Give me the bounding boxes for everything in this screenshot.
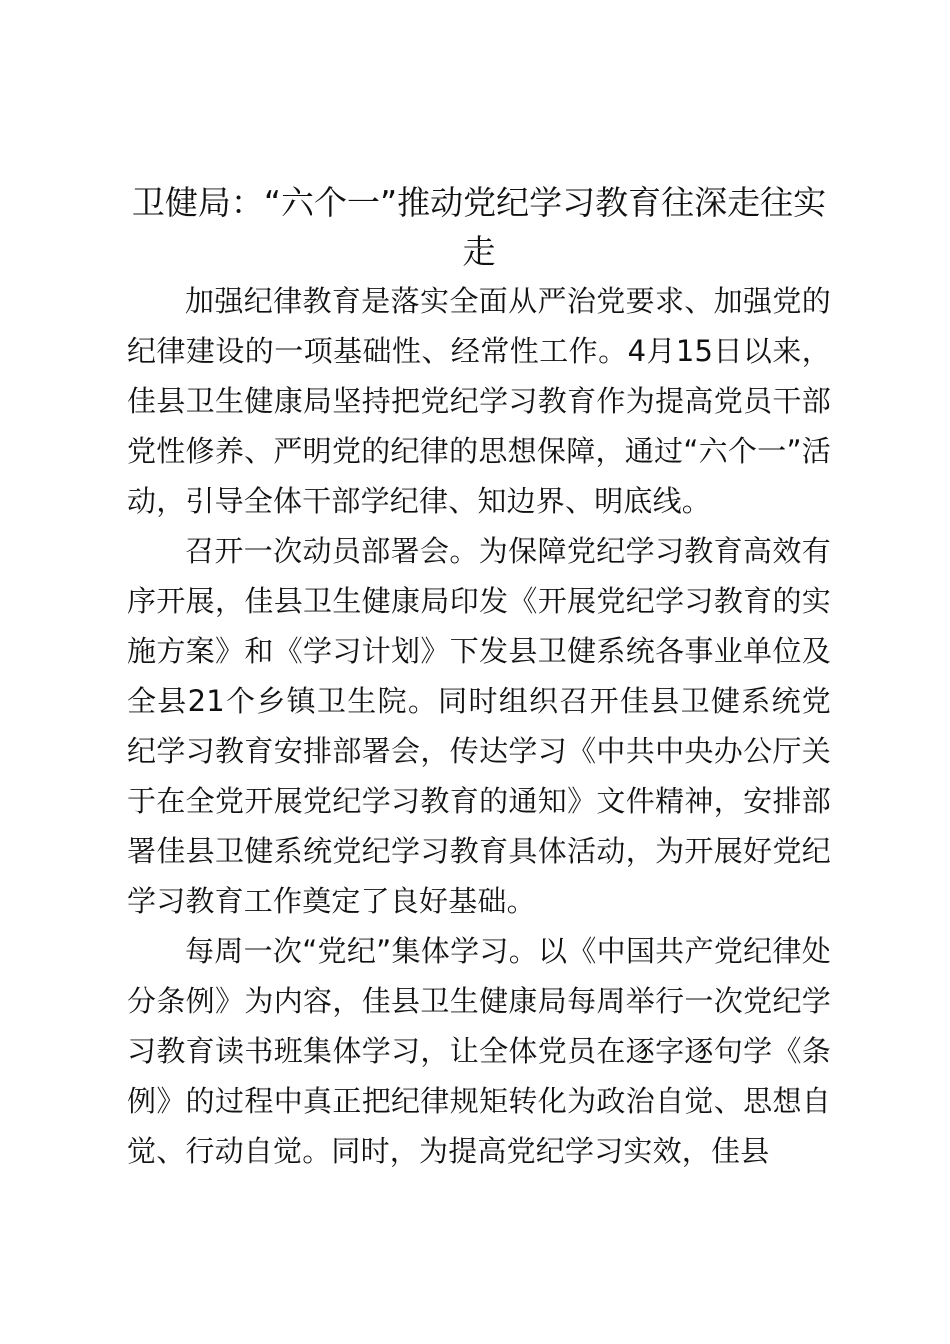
document-title: 卫健局：“六个一”推动党纪学习教育往深走往实走 — [131, 183, 827, 271]
document-body — [127, 178, 831, 1176]
paragraph-mobilization-meeting: 召开一次动员部署会。为保障党纪学习教育高效有序开展，佳县卫生健康局印发《开展党纪学习教育的实施方案》和《学习计划》下发县卫健系统各事业单位及全县21个乡镇卫生院。同时组织召开佳县卫健系统党纪学习教育安排部署会，传达学习《中共中央办公厅关于在全党开展党纪学习教育的通知》文件精神，安排部署佳县卫健系统党纪学习教育具体活动，为开展好党纪学习教育工作奠定了良好基础。 — [127, 534, 831, 918]
paragraph-intro: 加强纪律教育是落实全面从严治党要求、加强党的纪律建设的一项基础性、经常性工作。4月15日以来，佳县卫生健康局坚持把党纪学习教育作为提高党员干部党性修养、严明党的纪律的思想保障，通过“六个一”活动，引导全体干部学纪律、知边界、明底线。 — [127, 284, 831, 518]
paragraph-weekly-study: 每周一次“党纪”集体学习。以《中国共产党纪律处分条例》为内容，佳县卫生健康局每周举行一次党纪学习教育读书班集体学习，让全体党员在逐字逐句学《条例》的过程中真正把纪律规矩转化为政治自觉、思想自觉、行动自觉。同时，为提高党纪学习实效，佳县 — [127, 934, 831, 1168]
